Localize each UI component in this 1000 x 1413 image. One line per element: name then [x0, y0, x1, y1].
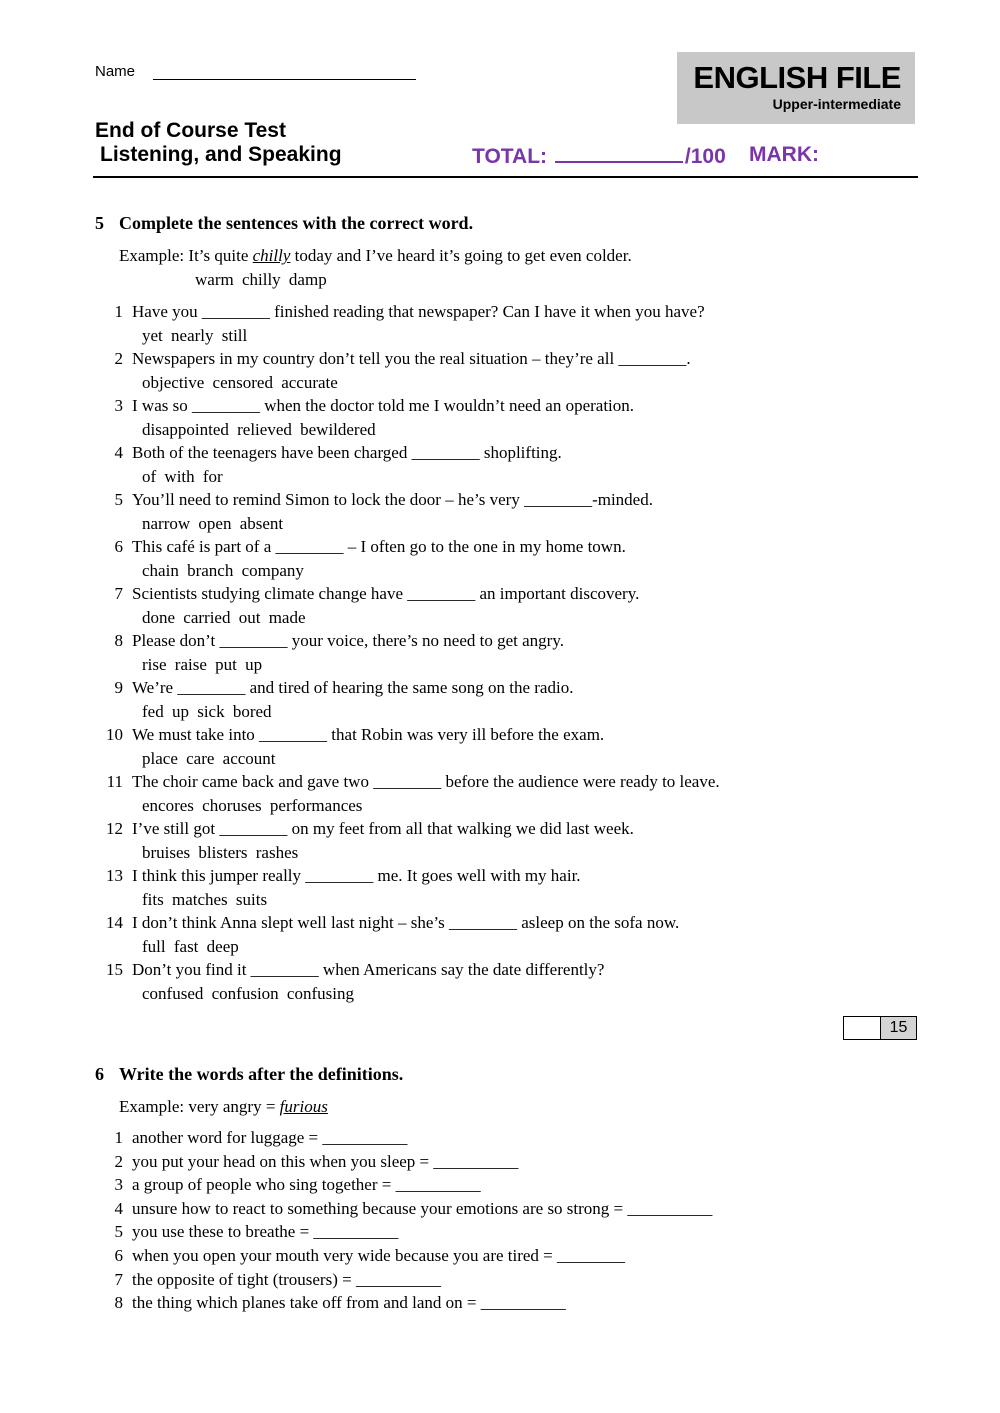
definition-number: 7 — [114, 1269, 123, 1289]
question-options: of with for — [142, 467, 223, 486]
section-5-title — [95, 213, 473, 234]
question-item — [99, 819, 634, 839]
section-6-example — [119, 1097, 328, 1117]
question-item — [99, 302, 705, 322]
score-input[interactable] — [844, 1017, 881, 1039]
definition-number: 8 — [114, 1293, 123, 1313]
example-label: Example: — [119, 1097, 185, 1116]
example-before: It’s quite — [188, 246, 249, 265]
definition-text[interactable]: when you open your mouth very wide because you are tired = ________ — [132, 1246, 626, 1265]
score-max: 15 — [881, 1017, 916, 1039]
name-field[interactable] — [153, 79, 416, 80]
question-number: 12 — [106, 819, 123, 838]
question-options: narrow open absent — [142, 514, 284, 533]
question-options: done carried out made — [142, 608, 306, 627]
example-after: today and I’ve heard it’s going to get even colder. — [294, 246, 632, 265]
name-label: Name — [95, 63, 136, 80]
definition-item — [99, 1270, 441, 1290]
total-blank[interactable] — [555, 143, 683, 163]
total-label: TOTAL: — [472, 145, 548, 168]
question-options: bruises blisters rashes — [142, 843, 299, 862]
question-item — [99, 866, 581, 886]
question-item — [99, 349, 691, 369]
section-6-title — [95, 1064, 403, 1085]
question-number: 10 — [106, 725, 123, 744]
test-title: End of Course Test — [95, 119, 286, 142]
question-item — [99, 678, 573, 698]
section-5-score-box — [843, 1016, 917, 1040]
definition-text[interactable]: the thing which planes take off from and land on = __________ — [132, 1293, 566, 1313]
definition-item — [99, 1128, 407, 1148]
question-sentence[interactable]: We’re ________ and tired of hearing the same song on the radio. — [132, 678, 574, 697]
question-number: 15 — [106, 960, 123, 979]
total-max: /100 — [684, 145, 726, 168]
question-item — [99, 631, 564, 651]
question-number: 5 — [114, 490, 123, 509]
definition-number: 6 — [114, 1246, 123, 1265]
question-item — [99, 913, 679, 933]
total-score — [472, 143, 726, 169]
question-sentence[interactable]: You’ll need to remind Simon to lock the door – he’s very ________-minded. — [132, 490, 653, 509]
question-number: 13 — [106, 866, 123, 885]
question-number: 2 — [114, 349, 123, 368]
definition-number: 4 — [114, 1198, 123, 1218]
question-sentence[interactable]: This café is part of a ________ – I often go to the one in my home town. — [132, 537, 626, 556]
question-number: 8 — [114, 631, 123, 650]
question-sentence[interactable]: Both of the teenagers have been charged ________ shoplifting. — [132, 443, 562, 462]
question-sentence[interactable]: Have you ________ finished reading that newspaper? Can I have it when you have? — [132, 302, 705, 321]
definition-item — [99, 1175, 481, 1195]
question-item — [99, 490, 653, 510]
brand-title: ENGLISH FILE — [693, 60, 901, 95]
question-sentence[interactable]: I think this jumper really ________ me. It goes well with my hair. — [132, 866, 581, 885]
question-number: 1 — [114, 302, 123, 321]
question-number: 14 — [106, 913, 123, 932]
definition-text[interactable]: you put your head on this when you sleep = __________ — [132, 1151, 519, 1171]
question-number: 4 — [114, 443, 123, 462]
question-options: confused confusion confusing — [142, 984, 354, 1003]
question-sentence[interactable]: Scientists studying climate change have ________ an important discovery. — [132, 584, 640, 603]
test-subtitle: Listening, and Speaking — [100, 143, 342, 166]
question-sentence[interactable]: We must take into ________ that Robin was very ill before the exam. — [132, 725, 605, 744]
example-answer: furious — [279, 1097, 328, 1116]
question-options: fits matches suits — [142, 890, 268, 909]
question-options: objective censored accurate — [142, 373, 338, 392]
question-sentence[interactable]: Don’t you find it ________ when Americans say the date differently? — [132, 960, 605, 979]
question-item — [99, 584, 639, 604]
question-item — [99, 443, 562, 463]
question-options: full fast deep — [142, 937, 239, 956]
example-answer: chilly — [252, 246, 291, 265]
question-item — [99, 960, 604, 980]
definition-item — [99, 1152, 518, 1172]
section-heading: Write the words after the definitions. — [119, 1064, 404, 1084]
definition-number: 3 — [114, 1175, 123, 1195]
question-sentence[interactable]: I was so ________ when the doctor told me I wouldn’t need an operation. — [132, 396, 635, 415]
question-number: 6 — [114, 537, 123, 556]
question-sentence[interactable]: I don’t think Anna slept well last night – she’s ________ asleep on the sofa now. — [132, 913, 680, 932]
definition-number: 2 — [114, 1151, 123, 1171]
definition-item — [99, 1293, 566, 1313]
question-number: 11 — [106, 772, 123, 791]
definition-text[interactable]: another word for luggage = __________ — [132, 1128, 408, 1147]
question-options: fed up sick bored — [142, 702, 272, 721]
section-number: 5 — [95, 213, 104, 233]
brand-logo — [677, 52, 915, 124]
question-sentence[interactable]: I’ve still got ________ on my feet from all that walking we did last week. — [132, 819, 634, 838]
definition-item — [99, 1199, 712, 1219]
section-number: 6 — [95, 1064, 104, 1084]
question-item — [99, 396, 634, 416]
example-label: Example: — [119, 246, 185, 265]
definition-text[interactable]: the opposite of tight (trousers) = __________ — [132, 1269, 441, 1289]
question-options: chain branch company — [142, 561, 304, 580]
example-options: warm chilly damp — [195, 270, 327, 289]
definition-number: 5 — [114, 1222, 123, 1242]
question-sentence[interactable]: The choir came back and gave two ________ before the audience were ready to leave. — [132, 772, 720, 791]
mark-label: MARK: — [749, 143, 819, 166]
question-options: disappointed relieved bewildered — [142, 420, 376, 439]
definition-text[interactable]: you use these to breathe = __________ — [132, 1222, 399, 1242]
question-options: encores choruses performances — [142, 796, 363, 815]
question-options: rise raise put up — [142, 655, 263, 674]
question-sentence[interactable]: Please don’t ________ your voice, there’s no need to get angry. — [132, 631, 564, 650]
header-divider — [93, 176, 918, 178]
question-item — [99, 772, 720, 792]
example-before: very angry = — [188, 1097, 276, 1116]
definition-number: 1 — [114, 1128, 123, 1147]
question-options: yet nearly still — [142, 326, 248, 345]
question-item — [99, 537, 626, 557]
brand-subtitle: Upper-intermediate — [772, 96, 901, 112]
question-item — [99, 725, 604, 745]
section-heading: Complete the sentences with the correct word. — [119, 213, 474, 233]
question-number: 9 — [114, 678, 123, 697]
question-number: 7 — [114, 584, 123, 603]
definition-item — [99, 1222, 398, 1242]
definition-item — [99, 1246, 625, 1266]
question-sentence[interactable]: Newspapers in my country don’t tell you the real situation – they’re all ________. — [132, 349, 691, 368]
definition-text[interactable]: unsure how to react to something because your emotions are so strong = __________ — [132, 1198, 713, 1218]
section-5-example — [119, 246, 632, 266]
question-options: place care account — [142, 749, 276, 768]
question-number: 3 — [114, 396, 123, 415]
definition-text[interactable]: a group of people who sing together = __________ — [132, 1175, 481, 1195]
